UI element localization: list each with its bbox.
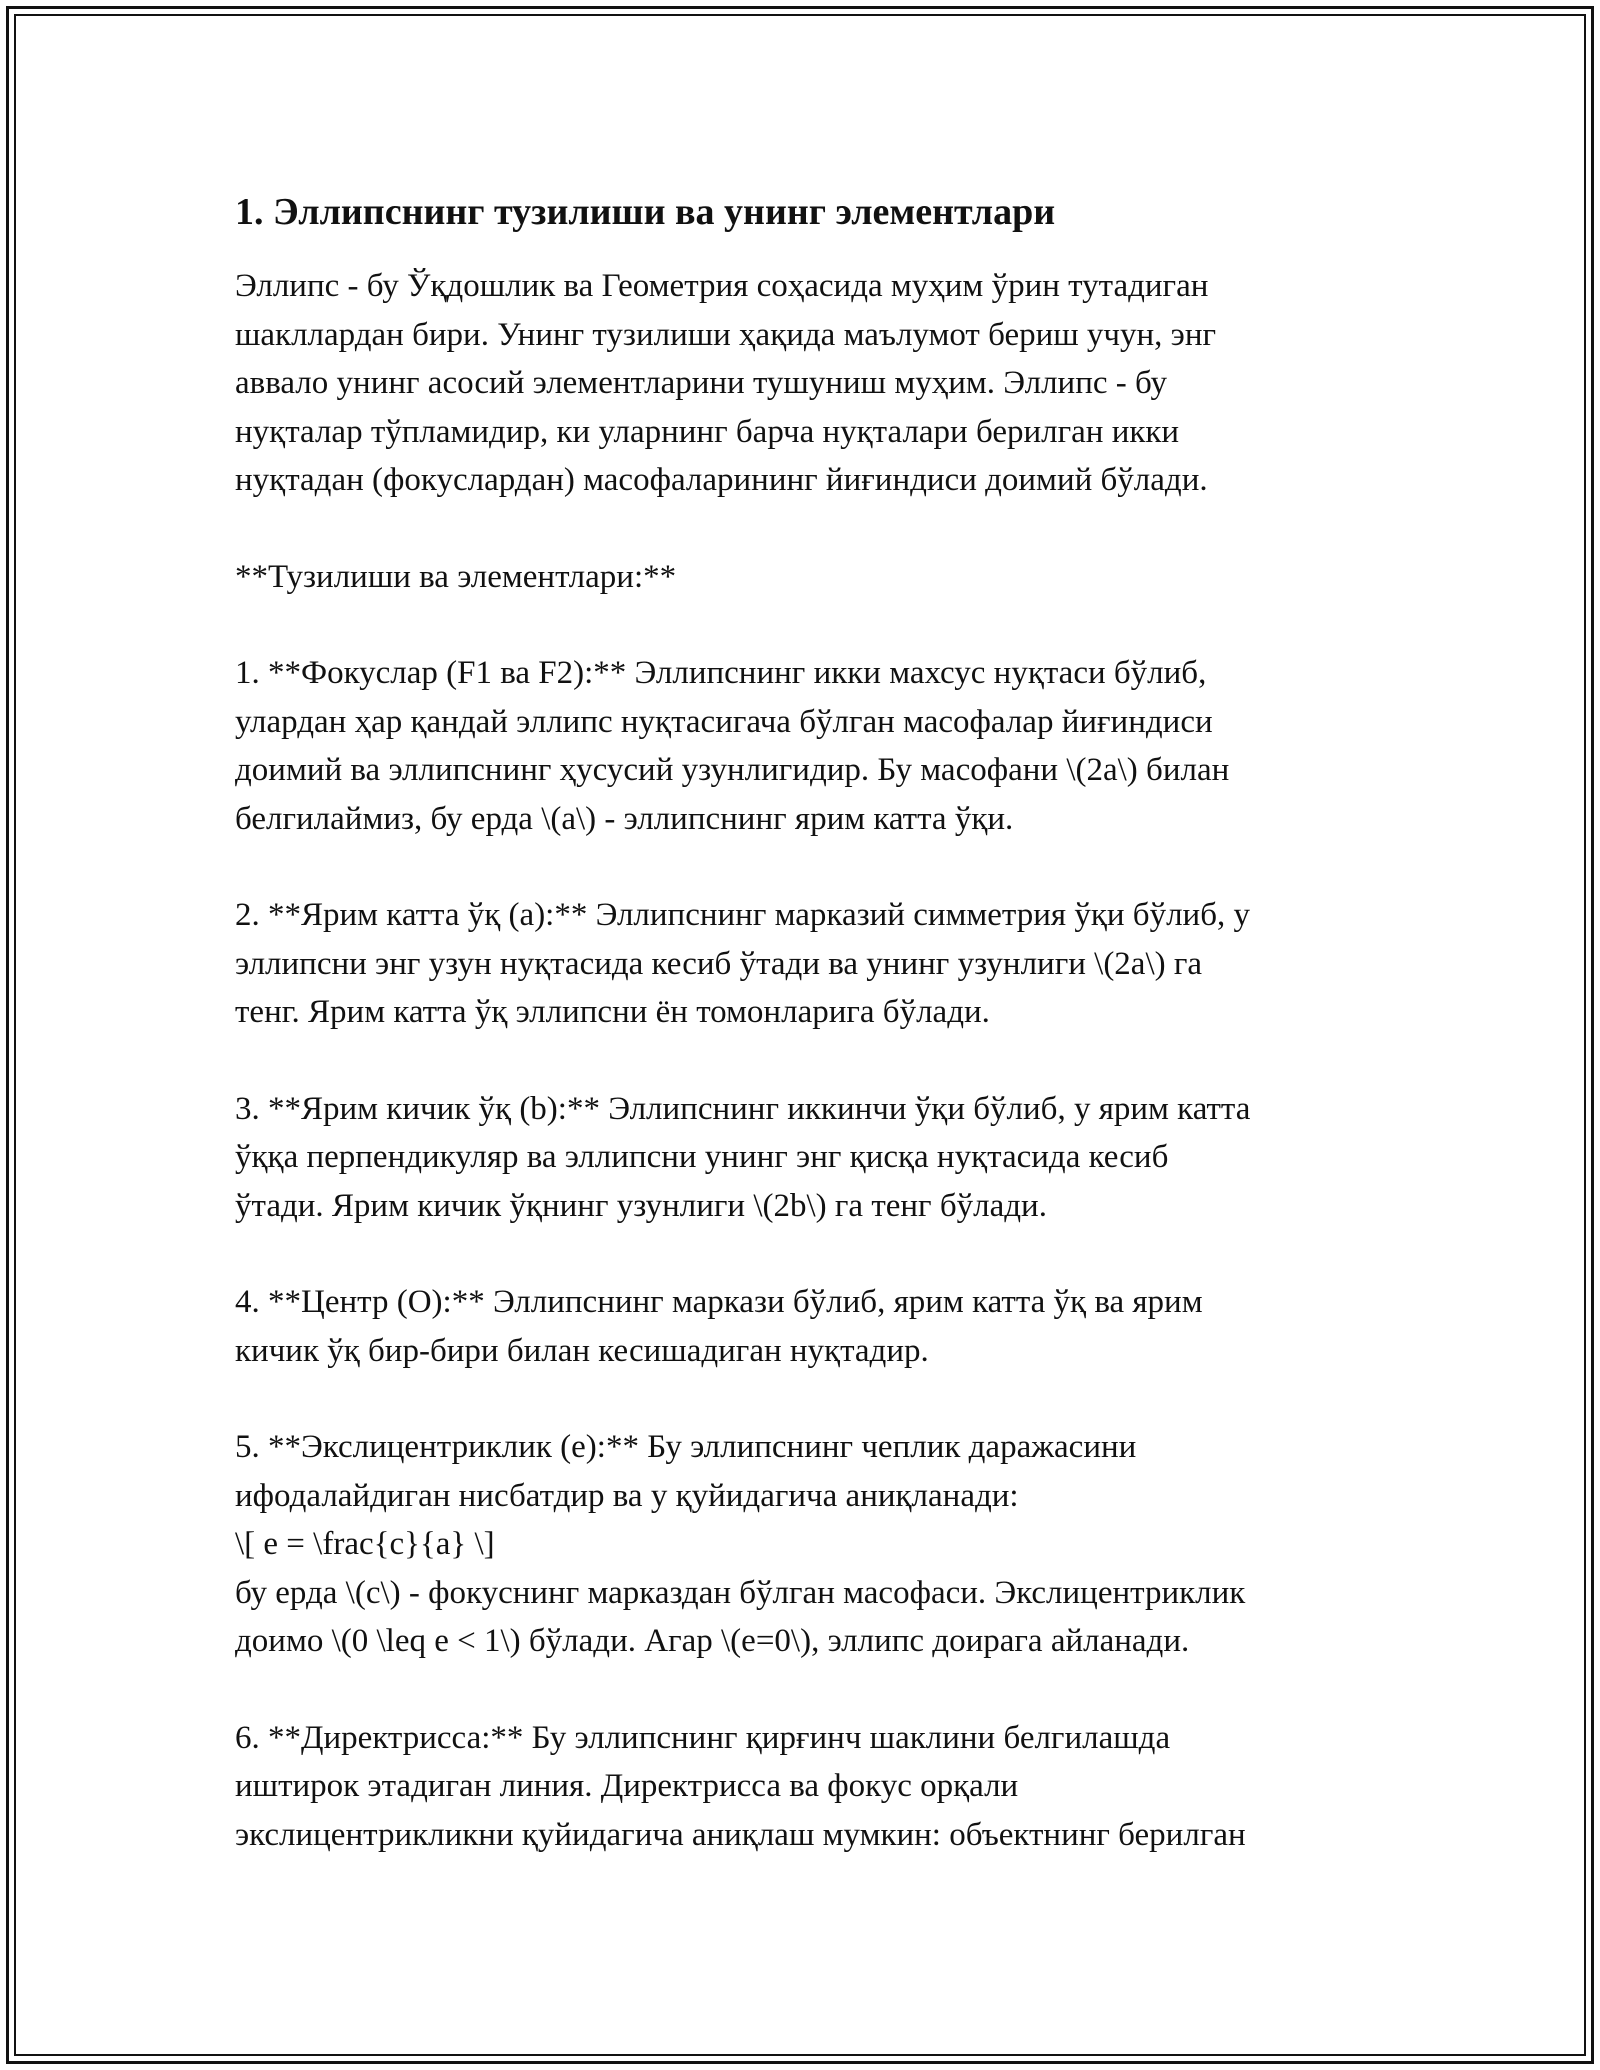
text-line: белгилаймиз, бу ерда \(a\) - эллипснинг ярим катта ўқи.	[235, 800, 1014, 837]
text-line: ўтади. Ярим кичик ўқнинг узунлиги \(2b\) га тенг бўлади.	[235, 1187, 1047, 1224]
document-body	[235, 188, 1385, 1907]
text-line: экслицентрикликни қуйидагича аниқлаш мумкин: объектнинг берилган	[235, 1816, 1246, 1853]
text-line: эллипсни энг узун нуқтасида кесиб ўтади ва унинг узунлиги \(2a\) га	[235, 945, 1203, 982]
text-line: тенг. Ярим катта ўқ эллипсни ён томонларига бўлади.	[235, 994, 990, 1030]
paragraph-item-3-minor-axis	[235, 1085, 1385, 1231]
text-line: 6. **Директрисса:** Бу эллипснинг қирғинч шаклини белгилашда	[235, 1719, 1171, 1756]
paragraph-item-6-directrix	[235, 1714, 1385, 1860]
text-line: ифодалайдиган нисбатдир ва у қуйидагича аниқланади:	[235, 1477, 1019, 1514]
text-line: бу ерда \(c\) - фокуснинг марказдан бўлган масофаси. Экслицентриклик	[235, 1574, 1246, 1611]
text-line: нуқталар тўпламидир, ки уларнинг барча нуқталари берилган икки	[235, 413, 1180, 450]
paragraph-item-1-foci	[235, 649, 1385, 843]
paragraph-item-5-eccentricity	[235, 1423, 1385, 1666]
text-line: 2. **Ярим катта ўқ (a):** Эллипснинг марказий симметрия ўқи бўлиб, у	[235, 897, 1250, 933]
text-line: кичик ўқ бир-бири билан кесишадиган нуқтадир.	[235, 1332, 929, 1369]
paragraph-intro	[235, 262, 1385, 505]
text-line: ўққа перпендикуляр ва эллипсни унинг энг қисқа нуқтасида кесиб	[235, 1139, 1169, 1175]
text-line: 4. **Центр (O):** Эллипснинг маркази бўлиб, ярим катта ўқ ва ярим	[235, 1284, 1203, 1320]
text-line: **Тузилиши ва элементлари:**	[235, 558, 677, 595]
paragraph-item-2-major-axis	[235, 891, 1385, 1037]
text-line: улардан ҳар қандай эллипс нуқтасигача бўлган масофалар йиғиндиси	[235, 703, 1213, 740]
text-line: 3. **Ярим кичик ўқ (b):** Эллипснинг иккинчи ўқи бўлиб, у ярим катта	[235, 1090, 1251, 1127]
text-line: шакллардан бири. Унинг тузилиши ҳақида маълумот бериш учун, энг	[235, 316, 1217, 353]
formula-line: \[ e = \frac{c}{a} \]	[235, 1526, 495, 1562]
text-line: аввало унинг асосий элементларини тушуниш муҳим. Эллипс - бу	[235, 365, 1168, 401]
text-line: иштирок этадиган линия. Директрисса ва фокус орқали	[235, 1768, 1019, 1804]
text-line: 1. **Фокуслар (F1 ва F2):** Эллипснинг икки махсус нуқтаси бўлиб,	[235, 655, 1207, 691]
paragraph-subheading	[235, 553, 1385, 602]
text-line: 5. **Экслицентриклик (e):** Бу эллипснинг чеплик даражасини	[235, 1429, 1137, 1465]
text-line: нуқтадан (фокуслардан) масофаларининг йиғиндиси доимий бўлади.	[235, 462, 1208, 498]
section-title: 1. Эллипснинг тузилиши ва унинг элементлари	[235, 191, 1056, 233]
text-line: доимо \(0 \leq e < 1\) бўлади. Агар \(e=0\), эллипс доирага айланади.	[235, 1623, 1190, 1659]
paragraph-item-4-center	[235, 1278, 1385, 1375]
text-line: Эллипс - бу Ўқдошлик ва Геометрия соҳасида муҳим ўрин тутадиган	[235, 268, 1209, 304]
text-line: доимий ва эллипснинг ҳусусий узунлигидир. Бу масофани \(2a\) билан	[235, 752, 1230, 788]
